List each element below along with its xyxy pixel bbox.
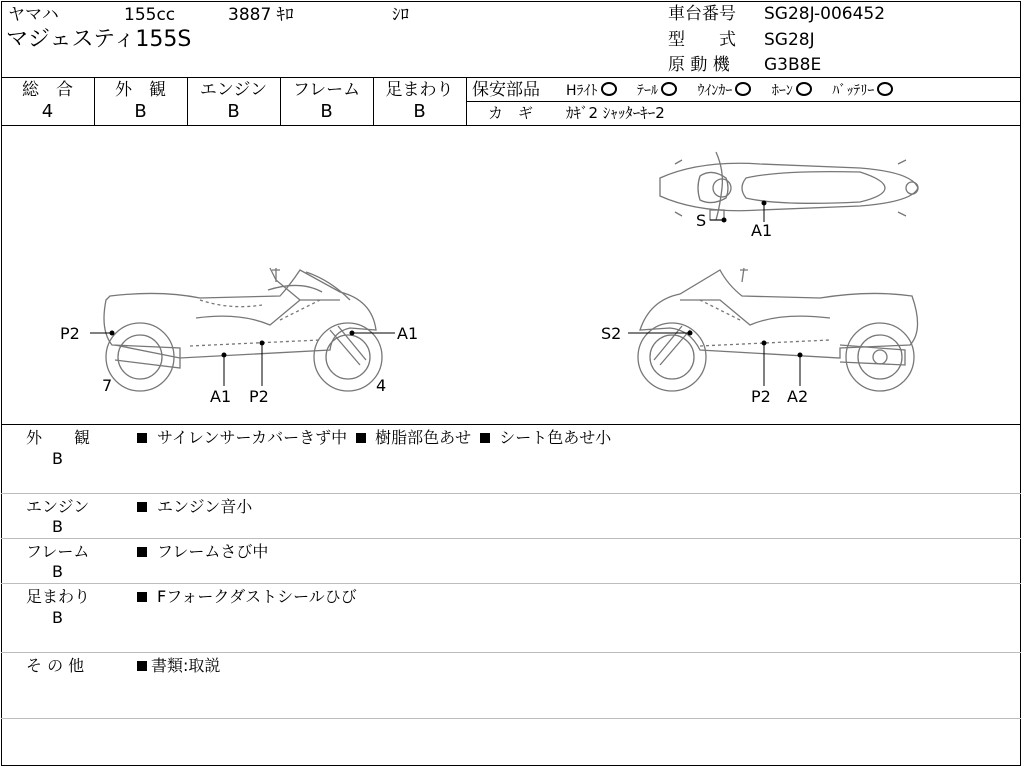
damage-label-s2: S2 [601,324,622,343]
model-name: マジェスティ155S [6,27,192,52]
remarks-row-divider [1,583,1021,584]
remark-category-exterior: 外 観 [26,428,91,447]
grade-label-exterior: 外 観 [115,80,166,100]
safety-item-horn: ﾎｰﾝ [772,83,812,99]
bullet-square-icon [480,433,490,443]
bullet-square-icon [137,433,147,443]
scooter-top-view [660,152,918,220]
remark-category-suspension: 足まわり [26,587,91,606]
remark-notes-engine: エンジン音小 [137,497,252,517]
grade-value-frame: B [320,101,333,122]
grade-label-suspension: 足まわり [385,80,454,100]
bullet-square-icon [137,502,147,512]
engine-value: G3B8E [764,55,822,75]
remark-grade-frame: B [52,562,63,581]
maker: ヤマハ [8,5,59,25]
grade-label-overall: 総 合 [22,80,73,100]
grade-value-engine: B [227,101,240,122]
frame-no: SG28J-006452 [764,4,886,24]
remark-category-frame: フレーム [26,542,90,561]
grade-label-frame: フレーム [292,80,361,100]
engine-label: 原 動 機 [668,55,730,75]
remarks-row-divider [1,652,1021,653]
remark-category-other: そ の 他 [26,656,85,675]
safety-item-battery: ﾊﾞｯﾃﾘｰ [832,83,893,99]
remarks-row-divider [1,718,1021,719]
remark-category-engine: エンジン [26,497,90,516]
damage-label-a1-left-right: A1 [397,324,419,343]
type-label: 型 式 [668,30,736,50]
safety-label: 保安部品 [472,80,540,100]
remark-notes-frame: フレームさび中 [137,542,268,562]
type-value: SG28J [764,30,815,50]
tire-left-front-number: 4 [376,376,387,395]
grade-value-suspension: B [413,101,426,122]
damage-label-p2-left: P2 [60,324,80,343]
safety-item-winker: ｳｲﾝｶｰ [697,83,751,99]
key-label: カ ギ [488,104,534,122]
color: ｼﾛ [392,5,409,25]
tire-left-rear-number: 7 [102,376,113,395]
safety-item-headlight: Hﾗｲﾄ [566,83,617,99]
bullet-square-icon [356,433,366,443]
damage-label-a2: A2 [787,387,809,406]
remark-grade-exterior: B [52,449,63,468]
remark-notes-exterior: サイレンサーカバーきず中 樹脂部色あせ シート色あせ小 [137,428,611,448]
bullet-square-icon [137,592,147,602]
remark-grade-suspension: B [52,608,63,627]
grade-value-exterior: B [134,101,147,122]
remark-grade-engine: B [52,517,63,536]
remarks-row-divider [1,538,1021,539]
scooter-left-view [104,268,382,391]
damage-label-s: S [696,211,707,230]
bullet-square-icon [137,661,147,671]
remark-notes-other: 書類:取説 [137,656,220,676]
grade-value-overall: 4 [41,101,54,122]
frame-no-label: 車台番号 [668,4,736,24]
damage-label-a1-top: A1 [751,221,773,240]
grade-label-engine: エンジン [199,80,268,100]
bullet-square-icon [137,547,147,557]
remark-notes-suspension: Fフォークダストシールひび [137,587,357,607]
scooter-right-view [638,268,918,391]
damage-label-a1-left-bottom: A1 [210,387,232,406]
damage-label-p2-left-bottom: P2 [249,387,269,406]
key-value: ｶｷﾞ2 ｼｬｯﾀｰｷｰ2 [566,104,665,122]
displacement: 155cc [124,5,176,25]
remarks-row-divider [1,493,1021,494]
damage-label-p2-right: P2 [751,387,771,406]
mileage: 3887 ｷﾛ [228,5,294,25]
safety-item-taillight: ﾃｰﾙ [637,83,677,99]
